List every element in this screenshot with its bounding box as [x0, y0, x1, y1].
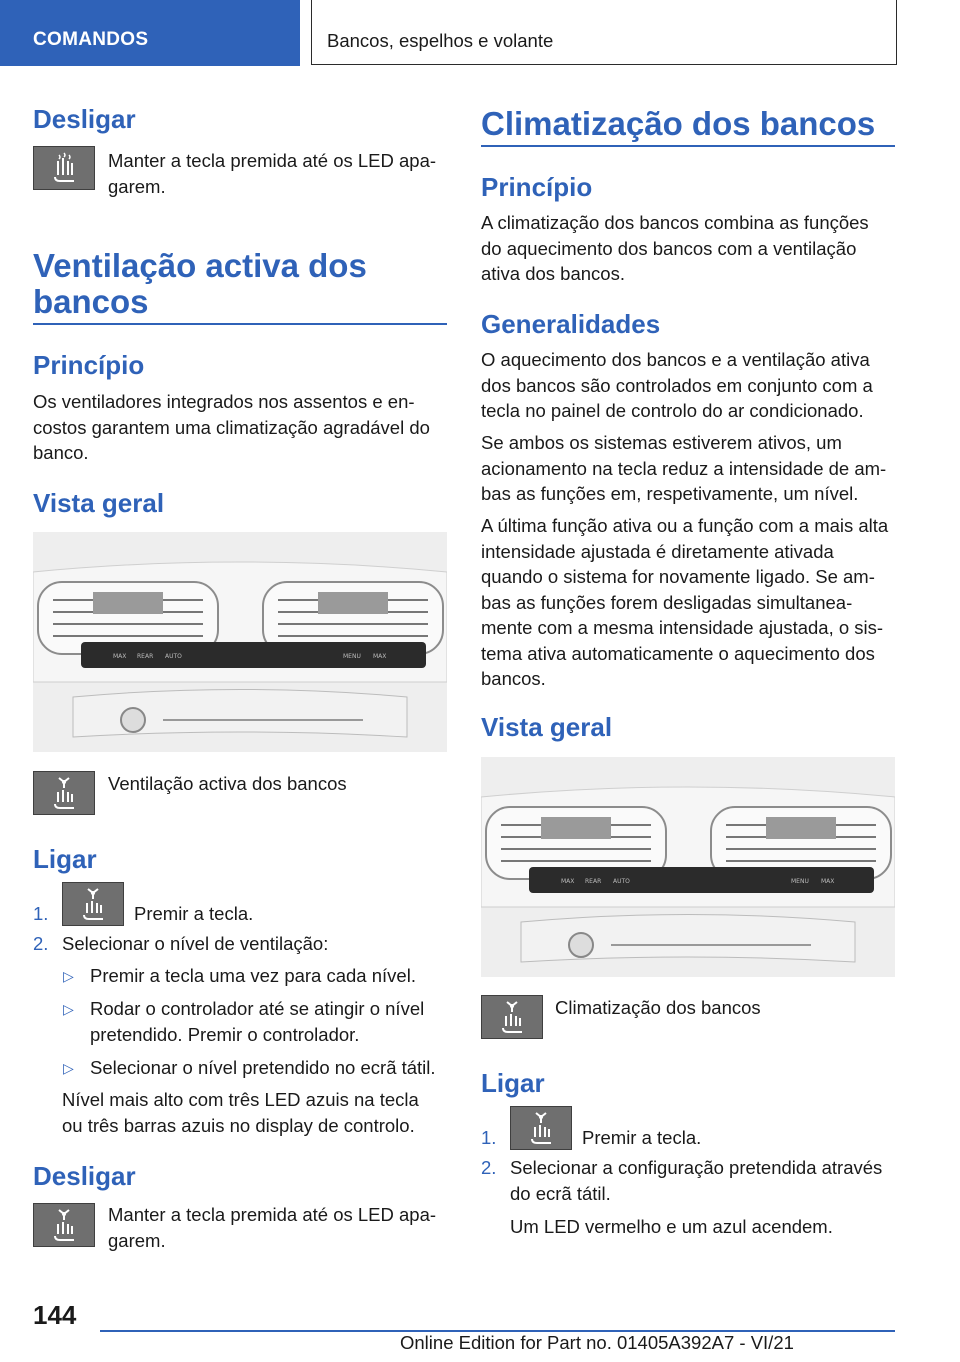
seat-climate-icon — [481, 995, 543, 1039]
svg-text:MAX: MAX — [373, 653, 387, 660]
heading-general: Generalidades — [481, 309, 661, 339]
seat-ventilation-icon — [33, 771, 95, 815]
bullet-triangle-icon: ▷ — [63, 968, 74, 984]
heading-overview-right: Vista geral — [481, 712, 613, 742]
step1-number-right: 1. — [481, 1127, 497, 1148]
chapter-title: Bancos, espelhos e volante — [327, 30, 554, 51]
seat-climate-button-icon — [510, 1106, 572, 1150]
heading-principle-right: Princípio — [481, 172, 593, 202]
principle-text: Os ventiladores integrados nos assentos e en- costos garantem uma climatização agradável do banco. — [33, 391, 430, 463]
title-rule — [481, 145, 895, 147]
overview-caption-right: Climatização dos bancos — [555, 997, 761, 1018]
heading-on: Ligar — [33, 844, 97, 874]
heading-off: Desligar — [33, 1161, 136, 1191]
general-p2: Se ambos os sistemas estiverem ativos, um acionamento na tecla reduz a intensidade de am- bas as funções em, respetivamente, um nível. — [481, 432, 887, 504]
heading-overview: Vista geral — [33, 488, 165, 518]
bullet-3: Selecionar o nível pretendido no ecrã tátil. — [90, 1057, 436, 1078]
heading-on-right: Ligar — [481, 1068, 545, 1098]
overview-caption: Ventilação activa dos bancos — [108, 773, 347, 794]
step2-text-right: Selecionar a configuração pretendida através do ecrã tátil. — [510, 1157, 883, 1204]
title-rule — [33, 323, 447, 325]
seat-ventilation-icon — [33, 1203, 95, 1247]
svg-text:REAR: REAR — [137, 653, 154, 660]
bullet-2: Rodar o controlador até se atingir o nível pretendido. Premir o controlador. — [90, 998, 425, 1045]
bullet-triangle-icon: ▷ — [63, 1060, 74, 1076]
chapter-tab — [311, 0, 897, 65]
climate-panel-photo — [481, 757, 895, 977]
svg-text:MAX: MAX — [561, 878, 575, 885]
section-title-ventilation: Ventilação activa dos bancos — [33, 247, 367, 320]
heading-principle: Princípio — [33, 350, 145, 380]
section-tab — [0, 0, 300, 66]
step1-text: Premir a tecla. — [134, 903, 254, 924]
on-note-right: Um LED vermelho e um azul acendem. — [510, 1216, 833, 1237]
svg-text:AUTO: AUTO — [613, 878, 630, 885]
heading-off-top: Desligar — [33, 104, 136, 134]
step1-text-right: Premir a tecla. — [582, 1127, 702, 1148]
general-p1: O aquecimento dos bancos e a ventilação ativa dos bancos são controlados em conjunto com a tecla no painel de controlo do ar condicionado. — [481, 349, 873, 421]
on-note: Nível mais alto com três LED azuis na tecla ou três barras azuis no display de controlo. — [62, 1089, 419, 1136]
edition-text: Online Edition for Part no. 01405A392A7 - VI/21 — [400, 1332, 794, 1353]
off-text: Manter a tecla premida até os LED apa- garem. — [108, 1204, 437, 1251]
seat-heating-icon — [33, 146, 95, 190]
page-number: 144 — [33, 1300, 77, 1330]
bullet-triangle-icon: ▷ — [63, 1001, 74, 1017]
section-title: COMANDOS — [33, 29, 149, 50]
svg-text:AUTO: AUTO — [165, 653, 182, 660]
bullet-1: Premir a tecla uma vez para cada nível. — [90, 965, 416, 986]
general-p3: A última função ativa ou a função com a mais alta intensidade ajustada é diretamente ativada quando o sistema for novamente ligado. Se am- bas as funções forem desligadas simultanea- mente com a mesma intensidade ajustada, o sis- tema ativa automaticamente o aquecimento dos bancos. — [481, 515, 889, 689]
step2-text: Selecionar o nível de ventilação: — [62, 933, 329, 954]
seat-ventilation-button-icon — [62, 882, 124, 926]
svg-text:MENU: MENU — [343, 653, 361, 660]
svg-text:MAX: MAX — [113, 653, 127, 660]
climate-panel-photo — [33, 532, 447, 752]
svg-text:MENU: MENU — [791, 878, 809, 885]
section-title-climate: Climatização dos bancos — [481, 105, 876, 142]
principle-text-right: A climatização dos bancos combina as funções do aquecimento dos bancos com a ventilação ativa dos bancos. — [481, 212, 869, 284]
off-top-text: Manter a tecla premida até os LED apa- garem. — [108, 150, 437, 197]
svg-text:MAX: MAX — [821, 878, 835, 885]
svg-text:REAR: REAR — [585, 878, 602, 885]
step2-number-right: 2. — [481, 1157, 497, 1178]
step1-number: 1. — [33, 903, 49, 924]
step2-number: 2. — [33, 933, 49, 954]
